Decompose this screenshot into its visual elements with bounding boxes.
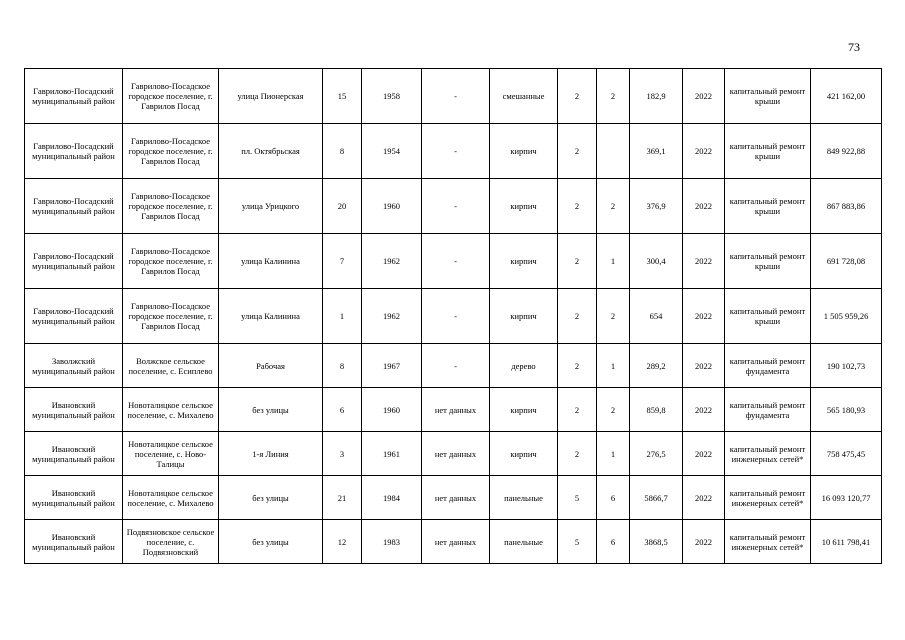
floors-cell: 2 <box>558 289 597 344</box>
wall-material-cell: кирпич <box>490 179 558 234</box>
cost-cell: 849 922,88 <box>811 124 882 179</box>
table-row <box>25 124 882 179</box>
cost-cell: 758 475,45 <box>811 432 882 476</box>
year-built-cell: 1962 <box>362 289 422 344</box>
house-number-cell: 7 <box>323 234 362 289</box>
plan-year-cell: 2022 <box>683 388 725 432</box>
plan-year-cell: 2022 <box>683 432 725 476</box>
wall-material-cell: дерево <box>490 344 558 388</box>
work-type-cell: капитальный ремонт инженерных сетей* <box>725 476 811 520</box>
year-built-cell: 1960 <box>362 388 422 432</box>
extra-info-cell: - <box>422 289 490 344</box>
area-cell: 3868,5 <box>630 520 683 564</box>
cost-cell: 10 611 798,41 <box>811 520 882 564</box>
settlement-cell: Гаврилово-Посадское городское поселение, г. Гаврилов Посад <box>123 179 219 234</box>
entrances-cell: 1 <box>597 344 630 388</box>
settlement-cell: Гаврилово-Посадское городское поселение, г. Гаврилов Посад <box>123 289 219 344</box>
floors-cell: 5 <box>558 520 597 564</box>
work-type-cell: капитальный ремонт фундамента <box>725 388 811 432</box>
street-cell: улица Калинина <box>219 234 323 289</box>
district-cell: Гаврилово-Посадский муниципальный район <box>25 179 123 234</box>
entrances-cell <box>597 124 630 179</box>
district-cell: Гаврилово-Посадский муниципальный район <box>25 289 123 344</box>
plan-year-cell: 2022 <box>683 234 725 289</box>
house-number-cell: 1 <box>323 289 362 344</box>
street-cell: улица Калинина <box>219 289 323 344</box>
page-number: 73 <box>848 40 860 54</box>
entrances-cell: 2 <box>597 388 630 432</box>
table-row <box>25 69 882 124</box>
floors-cell: 2 <box>558 388 597 432</box>
entrances-cell: 2 <box>597 69 630 124</box>
floors-cell: 2 <box>558 124 597 179</box>
house-number-cell: 8 <box>323 124 362 179</box>
area-cell: 654 <box>630 289 683 344</box>
street-cell: 1-я Линия <box>219 432 323 476</box>
area-cell: 5866,7 <box>630 476 683 520</box>
district-cell: Ивановский муниципальный район <box>25 476 123 520</box>
district-cell: Гаврилово-Посадский муниципальный район <box>25 69 123 124</box>
cost-cell: 1 505 959,26 <box>811 289 882 344</box>
settlement-cell: Новоталицкое сельское поселение, с. Ново-Талицы <box>123 432 219 476</box>
year-built-cell: 1960 <box>362 179 422 234</box>
year-built-cell: 1984 <box>362 476 422 520</box>
floors-cell: 2 <box>558 344 597 388</box>
entrances-cell: 2 <box>597 289 630 344</box>
wall-material-cell: кирпич <box>490 124 558 179</box>
extra-info-cell: - <box>422 69 490 124</box>
settlement-cell: Гаврилово-Посадское городское поселение, г. Гаврилов Посад <box>123 124 219 179</box>
house-number-cell: 12 <box>323 520 362 564</box>
wall-material-cell: панельные <box>490 520 558 564</box>
house-number-cell: 15 <box>323 69 362 124</box>
street-cell: улица Пионерская <box>219 69 323 124</box>
extra-info-cell: - <box>422 344 490 388</box>
plan-year-cell: 2022 <box>683 124 725 179</box>
year-built-cell: 1967 <box>362 344 422 388</box>
house-number-cell: 6 <box>323 388 362 432</box>
extra-info-cell: - <box>422 124 490 179</box>
district-cell: Ивановский муниципальный район <box>25 432 123 476</box>
street-cell: без улицы <box>219 476 323 520</box>
table-row <box>25 432 882 476</box>
extra-info-cell: нет данных <box>422 520 490 564</box>
plan-year-cell: 2022 <box>683 476 725 520</box>
year-built-cell: 1962 <box>362 234 422 289</box>
entrances-cell: 6 <box>597 520 630 564</box>
cost-cell: 190 102,73 <box>811 344 882 388</box>
house-number-cell: 21 <box>323 476 362 520</box>
district-cell: Ивановский муниципальный район <box>25 388 123 432</box>
area-cell: 376,9 <box>630 179 683 234</box>
wall-material-cell: панельные <box>490 476 558 520</box>
district-cell: Гаврилово-Посадский муниципальный район <box>25 124 123 179</box>
work-type-cell: капитальный ремонт крыши <box>725 234 811 289</box>
area-cell: 369,1 <box>630 124 683 179</box>
area-cell: 300,4 <box>630 234 683 289</box>
year-built-cell: 1983 <box>362 520 422 564</box>
extra-info-cell: - <box>422 234 490 289</box>
street-cell: без улицы <box>219 388 323 432</box>
street-cell: улица Урицкого <box>219 179 323 234</box>
floors-cell: 2 <box>558 69 597 124</box>
floors-cell: 2 <box>558 179 597 234</box>
plan-year-cell: 2022 <box>683 289 725 344</box>
settlement-cell: Гаврилово-Посадское городское поселение, г. Гаврилов Посад <box>123 69 219 124</box>
work-type-cell: капитальный ремонт крыши <box>725 179 811 234</box>
house-number-cell: 3 <box>323 432 362 476</box>
plan-year-cell: 2022 <box>683 69 725 124</box>
table-row <box>25 520 882 564</box>
street-cell: Рабочая <box>219 344 323 388</box>
cost-cell: 691 728,08 <box>811 234 882 289</box>
cost-cell: 421 162,00 <box>811 69 882 124</box>
street-cell: без улицы <box>219 520 323 564</box>
area-cell: 859,8 <box>630 388 683 432</box>
plan-year-cell: 2022 <box>683 179 725 234</box>
area-cell: 289,2 <box>630 344 683 388</box>
work-type-cell: капитальный ремонт фундамента <box>725 344 811 388</box>
extra-info-cell: - <box>422 179 490 234</box>
work-type-cell: капитальный ремонт инженерных сетей* <box>725 520 811 564</box>
entrances-cell: 1 <box>597 234 630 289</box>
wall-material-cell: кирпич <box>490 289 558 344</box>
work-type-cell: капитальный ремонт крыши <box>725 124 811 179</box>
housing-repair-table <box>24 68 882 564</box>
floors-cell: 5 <box>558 476 597 520</box>
house-number-cell: 8 <box>323 344 362 388</box>
settlement-cell: Гаврилово-Посадское городское поселение, г. Гаврилов Посад <box>123 234 219 289</box>
settlement-cell: Волжское сельское поселение, с. Есиплево <box>123 344 219 388</box>
floors-cell: 2 <box>558 234 597 289</box>
wall-material-cell: кирпич <box>490 234 558 289</box>
settlement-cell: Новоталицкое сельское поселение, с. Михалево <box>123 476 219 520</box>
extra-info-cell: нет данных <box>422 388 490 432</box>
wall-material-cell: кирпич <box>490 388 558 432</box>
area-cell: 276,5 <box>630 432 683 476</box>
cost-cell: 16 093 120,77 <box>811 476 882 520</box>
table-row <box>25 476 882 520</box>
wall-material-cell: смешанные <box>490 69 558 124</box>
year-built-cell: 1961 <box>362 432 422 476</box>
entrances-cell: 2 <box>597 179 630 234</box>
cost-cell: 867 883,86 <box>811 179 882 234</box>
district-cell: Заволжский муниципальный район <box>25 344 123 388</box>
work-type-cell: капитальный ремонт крыши <box>725 289 811 344</box>
wall-material-cell: кирпич <box>490 432 558 476</box>
district-cell: Гаврилово-Посадский муниципальный район <box>25 234 123 289</box>
work-type-cell: капитальный ремонт инженерных сетей* <box>725 432 811 476</box>
table-row <box>25 344 882 388</box>
year-built-cell: 1958 <box>362 69 422 124</box>
settlement-cell: Подвязновское сельское поселение, с. Подвязновский <box>123 520 219 564</box>
cost-cell: 565 180,93 <box>811 388 882 432</box>
table-row <box>25 388 882 432</box>
street-cell: пл. Октябрьская <box>219 124 323 179</box>
year-built-cell: 1954 <box>362 124 422 179</box>
table-row <box>25 289 882 344</box>
district-cell: Ивановский муниципальный район <box>25 520 123 564</box>
table-row <box>25 179 882 234</box>
work-type-cell: капитальный ремонт крыши <box>725 69 811 124</box>
entrances-cell: 6 <box>597 476 630 520</box>
plan-year-cell: 2022 <box>683 520 725 564</box>
table-body <box>25 69 882 564</box>
entrances-cell: 1 <box>597 432 630 476</box>
plan-year-cell: 2022 <box>683 344 725 388</box>
house-number-cell: 20 <box>323 179 362 234</box>
extra-info-cell: нет данных <box>422 476 490 520</box>
extra-info-cell: нет данных <box>422 432 490 476</box>
table-row <box>25 234 882 289</box>
settlement-cell: Новоталицкое сельское поселение, с. Михалево <box>123 388 219 432</box>
floors-cell: 2 <box>558 432 597 476</box>
area-cell: 182,9 <box>630 69 683 124</box>
